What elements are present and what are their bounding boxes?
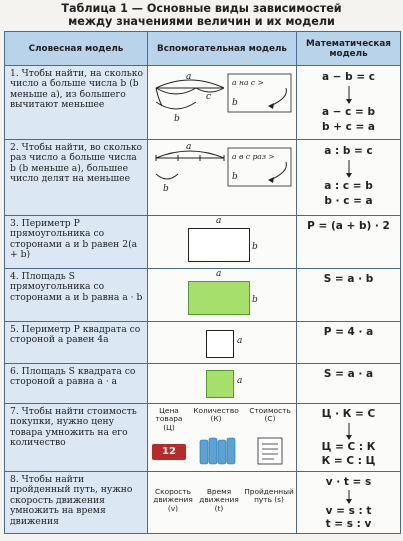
- formula: v · t = s: [325, 476, 372, 488]
- formula: a − b = c: [321, 71, 376, 83]
- bottles-icon: [148, 404, 297, 472]
- label-b: b: [174, 114, 180, 124]
- square-shape: [206, 330, 234, 358]
- row-5-formulas: [297, 322, 401, 364]
- table-row: [5, 66, 401, 140]
- time-label: Время движения (t): [199, 487, 239, 513]
- formula: t = s : v: [325, 518, 372, 530]
- row-5-diagram: [148, 322, 297, 364]
- green-rectangle-shape: [188, 281, 250, 315]
- formula: P = (a + b) · 2: [307, 220, 390, 232]
- difference-diagram: [148, 66, 297, 140]
- row-4-diagram: [148, 269, 297, 322]
- formula: b + c = a: [321, 121, 376, 133]
- price-label: Цена товара (Ц): [155, 406, 183, 432]
- table-row: [5, 364, 401, 404]
- price-tag-icon: 12: [152, 444, 186, 460]
- row-6-diagram: [148, 364, 297, 404]
- distance-label: Пройденный путь (s): [244, 487, 294, 505]
- green-square-shape: [206, 370, 234, 398]
- row-2-formulas: [297, 140, 401, 216]
- formula: a − c = b: [321, 106, 376, 118]
- label-c: c: [206, 92, 212, 102]
- table-row: [5, 140, 401, 216]
- row-2-diagram: [148, 140, 297, 216]
- table-title: [0, 0, 403, 28]
- formula: К = С : Ц: [321, 455, 376, 467]
- formula: Ц = С : К: [321, 441, 376, 453]
- row-3-text: 3. Периметр P прямоугольника со сторонами a и b равен 2(a + b): [5, 216, 148, 269]
- formula: S = a · a: [323, 368, 374, 380]
- label-b: b: [163, 184, 169, 194]
- label-a: a: [216, 269, 222, 279]
- table-row: [5, 404, 401, 472]
- label-a: a: [237, 336, 243, 346]
- row-7-text: 7. Чтобы найти стоимость покупки, нужно цену товара умножить на его количество: [5, 404, 148, 472]
- row-7-diagram: [148, 404, 297, 472]
- formula: a : c = b: [324, 180, 373, 192]
- box-bottom-label: b: [232, 98, 238, 108]
- row-3-diagram: [148, 216, 297, 269]
- table-row: [5, 472, 401, 534]
- header-math: Математическая модель: [297, 32, 401, 66]
- formula: a : b = c: [324, 145, 373, 157]
- formula: b · c = a: [324, 195, 373, 207]
- table-row: [5, 269, 401, 322]
- row-4-text: 4. Площадь S прямоугольника со сторонами a и b равна a · b: [5, 269, 148, 322]
- cost-label: Стоимость (С): [249, 406, 291, 424]
- header-auxiliary: Вспомогательная модель: [148, 32, 297, 66]
- header-row: [5, 32, 401, 66]
- row-6-formulas: [297, 364, 401, 404]
- formula: P = 4 · a: [323, 326, 374, 338]
- formula: v = s : t: [325, 505, 372, 517]
- box-bottom-label: b: [232, 172, 238, 182]
- label-a: a: [216, 216, 222, 226]
- dependencies-table: [4, 31, 401, 534]
- row-3-formulas: [297, 216, 401, 269]
- row-6-text: 6. Площадь S квадрата со стороной a равна a · a: [5, 364, 148, 404]
- label-b: b: [252, 295, 258, 305]
- table-row: [5, 216, 401, 269]
- row-8-formulas: [297, 472, 401, 534]
- header-verbal: Словесная модель: [5, 32, 148, 66]
- label-a: a: [186, 142, 192, 152]
- label-b: b: [252, 242, 258, 252]
- row-7-formulas: [297, 404, 401, 472]
- box-top-label: a на c >: [232, 78, 264, 87]
- quantity-label: Количество (К): [193, 406, 239, 424]
- table-row: [5, 322, 401, 364]
- speed-label: Скорость движения (v): [153, 487, 193, 513]
- row-8-diagram: [148, 472, 297, 534]
- row-1-text: 1. Чтобы найти, на сколько число a больше числа b (b меньше a), из большего вычитают меньшее: [5, 66, 148, 140]
- title-line-1: Таблица 1 — Основные виды зависимостей: [61, 2, 342, 15]
- rectangle-shape: [188, 228, 250, 262]
- row-8-text: 8. Чтобы найти пройденный путь, нужно скорость движения умножить на время движения: [5, 472, 148, 534]
- receipt-icon: [258, 438, 282, 464]
- box-top-label: a в c раз >: [232, 152, 275, 161]
- row-1-diagram: [148, 66, 297, 140]
- row-1-formulas: [297, 66, 401, 140]
- title-line-2: между значениями величин и их модели: [68, 15, 335, 28]
- label-a: a: [237, 376, 243, 386]
- label-a: a: [186, 72, 192, 82]
- row-2-text: 2. Чтобы найти, во сколько раз число a больше числа b (b меньше a), большее число делят на меньшее: [5, 140, 148, 216]
- row-4-formulas: [297, 269, 401, 322]
- formula: S = a · b: [323, 273, 374, 285]
- row-5-text: 5. Периметр P квадрата со стороной a равен 4a: [5, 322, 148, 364]
- formula: Ц · К = С: [321, 408, 376, 420]
